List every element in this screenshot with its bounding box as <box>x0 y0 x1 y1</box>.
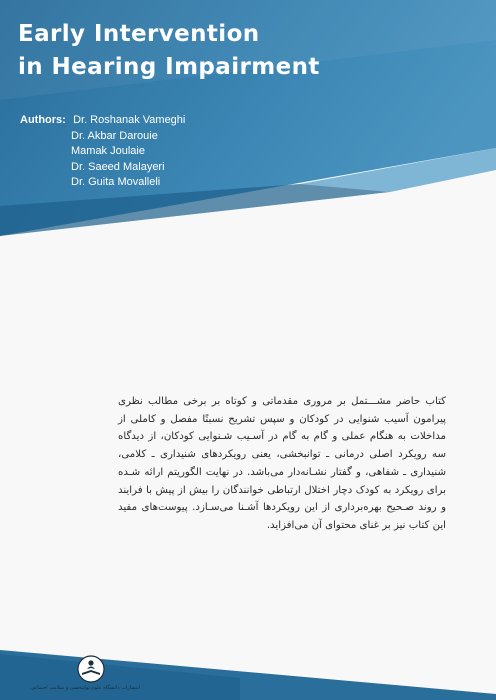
book-logo-icon <box>77 655 105 683</box>
title-line-2: in Hearing Impairment <box>18 54 320 80</box>
footer-band <box>0 650 496 700</box>
author-name: Dr. Akbar Darouie <box>71 129 158 142</box>
publisher-name: انتشارات دانشگاه علوم توانبخشی و سلامت اجتماعی <box>30 685 140 691</box>
author-name: Mamak Joulaie <box>71 145 145 157</box>
book-description: کتاب حاضر مشـــتمل بر مروری مقدماتی و کوتاه بر برخی مطالب نظری پیرامون آسیب شنوایی در کودکان و سپس تشریح نسبتًا مفصل و کاملی از مداخلات به هنگام عملی و گام به گام در آسـیب شـنوایی کودکان، از دیدگاه سه رویکرد اصلی درمانی ـ توانبخشی، یعنی رویکردهای شنیداری ـ کلامی، شنیداری ـ شفاهی، و گفتار نشـانه‌دار می‌باشد. در نهایت الگوریتم ارائه شـده برای رویکرد به کودک دچار اختلال ارتباطی خوانندگان را بیش از پیش با فرایند و روند صـحیح بهره‌برداری از این رویکردها آشـنا می‌سـازد. پیوست‌های مفید این کتاب نیز بر غنای محتوای آن می‌افزاید. <box>118 396 446 531</box>
authors-block <box>20 113 185 191</box>
author-name: Dr. Saeed Malayeri <box>71 160 165 173</box>
book-title <box>18 18 320 84</box>
author-name: Dr. Roshanak Vameghi <box>73 114 186 126</box>
title-line-1: Early Intervention <box>18 21 260 47</box>
author-name: Dr. Guita Movalleli <box>71 176 161 188</box>
authors-label: Authors: <box>20 114 66 126</box>
